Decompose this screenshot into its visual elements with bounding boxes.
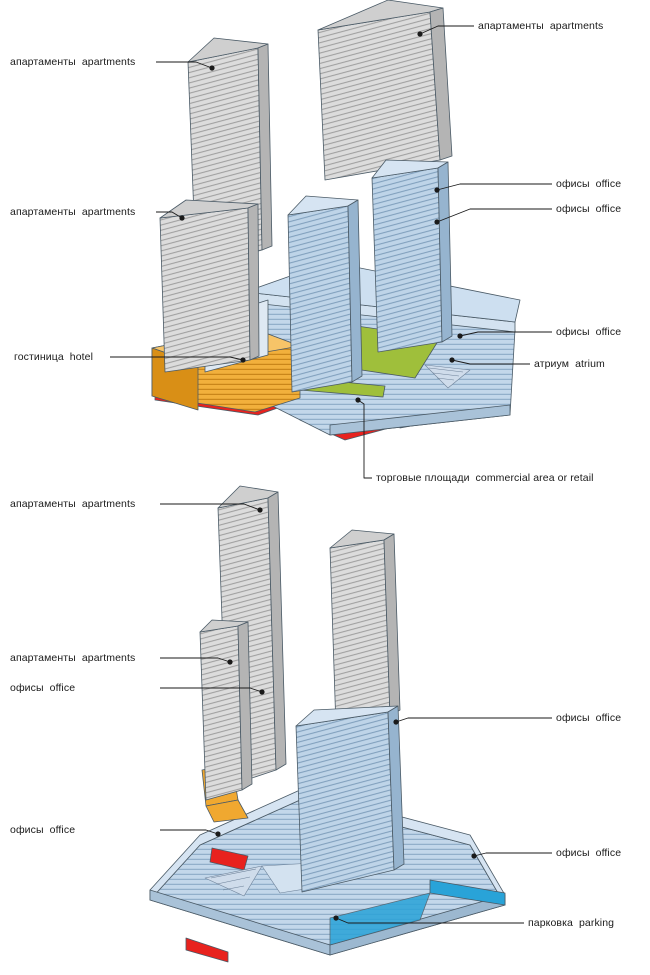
label-en: commercial area or retail (475, 472, 594, 484)
label-en: hotel (69, 351, 94, 363)
label-ru: апартаменты (478, 20, 544, 32)
label-apartments-b-1 (10, 498, 135, 511)
tower-office-center (288, 196, 362, 392)
label-ru: офисы (10, 824, 44, 836)
label-ru: апартаменты (10, 206, 76, 218)
label-en: apartments (81, 206, 136, 218)
tower-apartments-top-right (318, 0, 452, 180)
bottom-view-massing (150, 486, 505, 962)
tower-apartments-bottom-mid (200, 620, 252, 800)
label-en: apartments (81, 652, 136, 664)
label-ru: офисы (556, 847, 590, 859)
tower-apartments-mid-left (160, 200, 259, 372)
label-atrium (534, 358, 605, 371)
label-ru: апартаменты (10, 652, 76, 664)
label-ru: парковка (528, 917, 573, 929)
label-ru: торговые площади (376, 472, 470, 484)
tower-grey-bottom-right (330, 530, 400, 728)
label-ru: офисы (556, 203, 590, 215)
label-en: office (595, 712, 622, 724)
label-ru: атриум (534, 358, 570, 370)
label-office-b-2 (556, 712, 621, 725)
label-office-upper-2 (556, 203, 621, 216)
label-office-b-4 (556, 847, 621, 860)
label-office-upper-1 (556, 178, 621, 191)
label-office-upper-3 (556, 326, 621, 339)
label-en: parking (578, 917, 615, 929)
label-ru: офисы (556, 712, 590, 724)
label-apartments-top-left (10, 56, 135, 69)
label-parking (528, 917, 614, 930)
label-en: atrium (575, 358, 605, 370)
label-hotel (14, 351, 93, 364)
label-office-b-1 (10, 682, 75, 695)
label-en: office (49, 682, 76, 694)
label-en: office (595, 847, 622, 859)
label-ru: апартаменты (10, 56, 76, 68)
label-en: apartments (81, 498, 136, 510)
label-apartments-top-right (478, 20, 603, 33)
label-en: apartments (81, 56, 136, 68)
label-en: office (595, 178, 622, 190)
label-en: office (49, 824, 76, 836)
label-apartments-b-2 (10, 652, 135, 665)
label-office-b-3 (10, 824, 75, 837)
label-en: apartments (549, 20, 604, 32)
label-ru: офисы (556, 178, 590, 190)
label-apartments-mid-left (10, 206, 135, 219)
label-ru: апартаменты (10, 498, 76, 510)
label-retail (376, 472, 594, 485)
tower-office-bottom-right (296, 706, 404, 892)
label-ru: офисы (556, 326, 590, 338)
label-ru: гостиница (14, 351, 64, 363)
label-en: office (595, 326, 622, 338)
label-ru: офисы (10, 682, 44, 694)
label-en: office (595, 203, 622, 215)
